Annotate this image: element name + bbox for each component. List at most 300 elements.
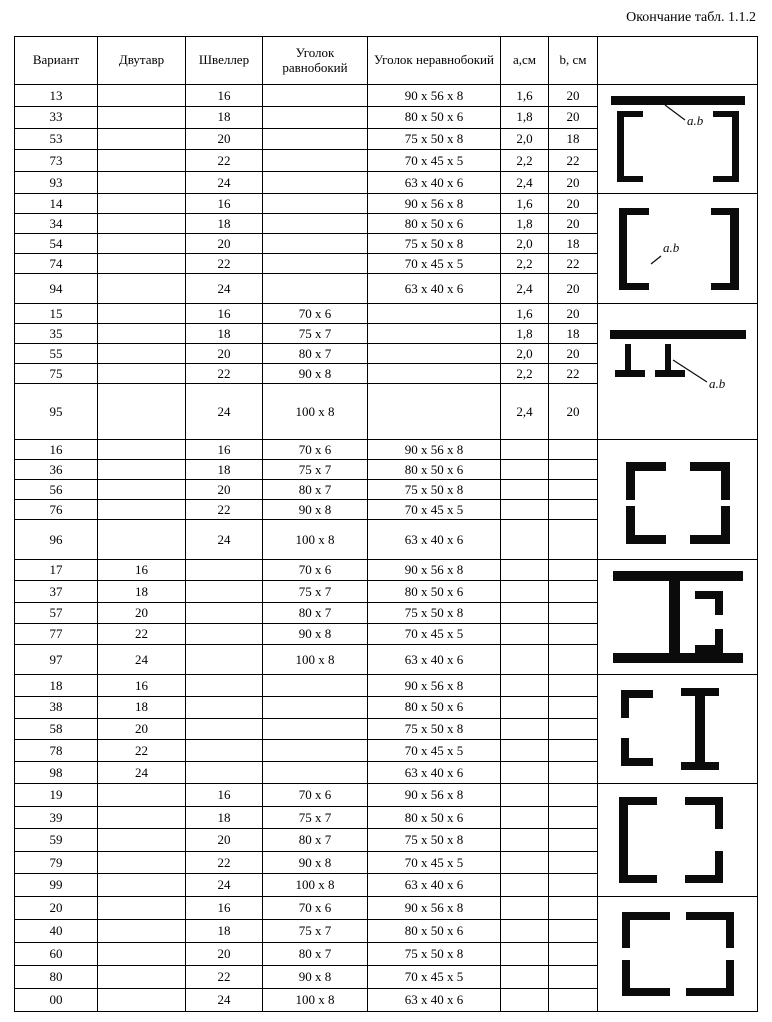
- cell-ugolok-neravnobokiy: 80 x 50 x 6: [368, 460, 501, 480]
- cell-dvutavr: [98, 234, 186, 254]
- cell-a-cm: [501, 943, 549, 966]
- cell-a-cm: [501, 718, 549, 740]
- cell-ugolok-neravnobokiy: 90 x 56 x 8: [368, 784, 501, 807]
- cell-dvutavr: 24: [98, 762, 186, 784]
- cell-shveller: 20: [186, 344, 263, 364]
- cell-dvutavr: [98, 480, 186, 500]
- cell-dvutavr: 20: [98, 718, 186, 740]
- cell-ugolok-ravnobokiy: [263, 675, 368, 697]
- cell-b-cm: [549, 718, 598, 740]
- cell-variant: 20: [15, 897, 98, 920]
- cell-a-cm: 2,0: [501, 128, 549, 150]
- cell-b-cm: 20: [549, 274, 598, 304]
- cell-ugolok-neravnobokiy: 90 x 56 x 8: [368, 440, 501, 460]
- cell-shveller: [186, 581, 263, 602]
- section-diagram-channels-facing: [598, 194, 758, 304]
- col-header-a-cm: а,см: [501, 37, 549, 85]
- cell-b-cm: 20: [549, 214, 598, 234]
- cell-variant: 16: [15, 440, 98, 460]
- cell-ugolok-neravnobokiy: 90 x 56 x 8: [368, 560, 501, 581]
- cell-a-cm: [501, 920, 549, 943]
- cell-ugolok-ravnobokiy: [263, 254, 368, 274]
- cell-b-cm: [549, 897, 598, 920]
- cell-ugolok-ravnobokiy: 70 x 6: [263, 304, 368, 324]
- cell-ugolok-neravnobokiy: 63 x 40 x 6: [368, 520, 501, 560]
- table-row: [15, 85, 758, 107]
- cell-ugolok-neravnobokiy: 70 x 45 x 5: [368, 500, 501, 520]
- cell-a-cm: [501, 623, 549, 644]
- cell-variant: 34: [15, 214, 98, 234]
- col-header-ugolok-neravnobokiy: Уголок неравнобокий: [368, 37, 501, 85]
- header-row: [15, 37, 758, 85]
- cell-ugolok-neravnobokiy: 70 x 45 x 5: [368, 851, 501, 874]
- cell-dvutavr: [98, 106, 186, 128]
- cell-variant: 77: [15, 623, 98, 644]
- cell-dvutavr: [98, 874, 186, 897]
- cell-shveller: 18: [186, 214, 263, 234]
- cell-b-cm: [549, 762, 598, 784]
- cell-ugolok-ravnobokiy: [263, 696, 368, 718]
- cell-variant: 94: [15, 274, 98, 304]
- cell-shveller: 16: [186, 784, 263, 807]
- cell-shveller: [186, 623, 263, 644]
- cell-b-cm: 20: [549, 344, 598, 364]
- cell-dvutavr: [98, 851, 186, 874]
- cell-b-cm: 22: [549, 364, 598, 384]
- cell-b-cm: [549, 520, 598, 560]
- cell-ugolok-neravnobokiy: 80 x 50 x 6: [368, 214, 501, 234]
- cell-variant: 59: [15, 829, 98, 852]
- cell-a-cm: 2,2: [501, 150, 549, 172]
- table-row: [15, 194, 758, 214]
- section-diagram-plate-on-channels: [598, 304, 758, 440]
- cell-variant: 40: [15, 920, 98, 943]
- cell-a-cm: 2,4: [501, 384, 549, 440]
- cell-variant: 54: [15, 234, 98, 254]
- cell-variant: 17: [15, 560, 98, 581]
- cell-a-cm: [501, 440, 549, 460]
- table-row: [15, 440, 758, 460]
- cell-dvutavr: [98, 304, 186, 324]
- cell-ugolok-neravnobokiy: 63 x 40 x 6: [368, 645, 501, 675]
- cell-variant: 75: [15, 364, 98, 384]
- cell-ugolok-ravnobokiy: [263, 214, 368, 234]
- cell-a-cm: [501, 874, 549, 897]
- cell-variant: 58: [15, 718, 98, 740]
- cell-shveller: 22: [186, 254, 263, 274]
- cell-shveller: 16: [186, 194, 263, 214]
- cell-a-cm: 2,2: [501, 254, 549, 274]
- cell-shveller: [186, 602, 263, 623]
- cell-shveller: [186, 645, 263, 675]
- cell-ugolok-ravnobokiy: 80 x 7: [263, 480, 368, 500]
- cell-variant: 39: [15, 806, 98, 829]
- cell-a-cm: [501, 966, 549, 989]
- cell-variant: 37: [15, 581, 98, 602]
- cell-b-cm: [549, 784, 598, 807]
- cell-b-cm: 20: [549, 172, 598, 194]
- cell-dvutavr: 24: [98, 645, 186, 675]
- cell-shveller: 18: [186, 460, 263, 480]
- cell-b-cm: [549, 806, 598, 829]
- cell-dvutavr: 16: [98, 560, 186, 581]
- cell-dvutavr: [98, 920, 186, 943]
- cell-ugolok-ravnobokiy: 70 x 6: [263, 560, 368, 581]
- cell-a-cm: 1,8: [501, 214, 549, 234]
- section-diagram-ibeam-with-angles: [598, 560, 758, 675]
- dimension-label-ab: a.b: [708, 375, 725, 391]
- cell-dvutavr: [98, 784, 186, 807]
- cell-ugolok-neravnobokiy: 80 x 50 x 6: [368, 581, 501, 602]
- cell-dvutavr: [98, 364, 186, 384]
- cell-ugolok-neravnobokiy: 70 x 45 x 5: [368, 623, 501, 644]
- cell-variant: 00: [15, 989, 98, 1012]
- cell-variant: 74: [15, 254, 98, 274]
- cell-ugolok-ravnobokiy: 80 x 7: [263, 943, 368, 966]
- cell-a-cm: [501, 520, 549, 560]
- cell-shveller: 16: [186, 440, 263, 460]
- cell-dvutavr: [98, 194, 186, 214]
- cell-b-cm: 18: [549, 324, 598, 344]
- cell-dvutavr: [98, 384, 186, 440]
- cell-dvutavr: [98, 500, 186, 520]
- cell-variant: 95: [15, 384, 98, 440]
- cell-variant: 38: [15, 696, 98, 718]
- col-header-dvutavr: Двутавр: [98, 37, 186, 85]
- cell-b-cm: 20: [549, 384, 598, 440]
- cell-ugolok-neravnobokiy: [368, 364, 501, 384]
- cell-shveller: [186, 675, 263, 697]
- cell-ugolok-ravnobokiy: 100 x 8: [263, 874, 368, 897]
- cell-dvutavr: [98, 344, 186, 364]
- cell-a-cm: [501, 500, 549, 520]
- cross-section-channel-with-angles: [607, 789, 749, 891]
- cell-ugolok-ravnobokiy: 75 x 7: [263, 806, 368, 829]
- cell-ugolok-ravnobokiy: 80 x 7: [263, 829, 368, 852]
- cell-a-cm: [501, 851, 549, 874]
- col-header-variant: Вариант: [15, 37, 98, 85]
- cell-variant: 35: [15, 324, 98, 344]
- cell-dvutavr: [98, 897, 186, 920]
- cell-a-cm: [501, 762, 549, 784]
- cell-ugolok-ravnobokiy: [263, 85, 368, 107]
- cell-a-cm: [501, 560, 549, 581]
- cell-ugolok-ravnobokiy: 75 x 7: [263, 460, 368, 480]
- cell-b-cm: [549, 920, 598, 943]
- cell-ugolok-ravnobokiy: [263, 274, 368, 304]
- cell-dvutavr: 16: [98, 675, 186, 697]
- cell-variant: 36: [15, 460, 98, 480]
- cell-shveller: [186, 696, 263, 718]
- cell-shveller: 20: [186, 234, 263, 254]
- cell-b-cm: 20: [549, 304, 598, 324]
- cell-b-cm: [549, 829, 598, 852]
- cell-ugolok-ravnobokiy: 90 x 8: [263, 500, 368, 520]
- cell-ugolok-ravnobokiy: 75 x 7: [263, 920, 368, 943]
- cross-section-two-channels-under-plate: [607, 90, 749, 188]
- cell-a-cm: [501, 696, 549, 718]
- cell-ugolok-ravnobokiy: 90 x 8: [263, 364, 368, 384]
- cell-shveller: 20: [186, 829, 263, 852]
- cell-variant: 13: [15, 85, 98, 107]
- cell-variant: 80: [15, 966, 98, 989]
- cell-dvutavr: [98, 806, 186, 829]
- cell-dvutavr: [98, 966, 186, 989]
- col-header-shveller: Швеллер: [186, 37, 263, 85]
- cell-shveller: [186, 560, 263, 581]
- cell-ugolok-neravnobokiy: 63 x 40 x 6: [368, 874, 501, 897]
- cell-ugolok-ravnobokiy: 100 x 8: [263, 384, 368, 440]
- cell-b-cm: [549, 851, 598, 874]
- cell-variant: 79: [15, 851, 98, 874]
- cell-a-cm: 1,6: [501, 304, 549, 324]
- cell-dvutavr: [98, 214, 186, 234]
- cell-ugolok-neravnobokiy: 63 x 40 x 6: [368, 762, 501, 784]
- cell-ugolok-neravnobokiy: 75 x 50 x 8: [368, 829, 501, 852]
- cell-variant: 97: [15, 645, 98, 675]
- cell-variant: 78: [15, 740, 98, 762]
- section-diagram-four-angles-box: [598, 440, 758, 560]
- cross-section-ibeam-with-angles: [607, 565, 749, 669]
- cell-a-cm: 2,0: [501, 234, 549, 254]
- cell-ugolok-ravnobokiy: 80 x 7: [263, 602, 368, 623]
- cell-ugolok-ravnobokiy: 70 x 6: [263, 784, 368, 807]
- cell-b-cm: 22: [549, 254, 598, 274]
- cell-dvutavr: [98, 829, 186, 852]
- cell-b-cm: [549, 966, 598, 989]
- cell-a-cm: [501, 806, 549, 829]
- cell-dvutavr: [98, 172, 186, 194]
- cell-dvutavr: [98, 274, 186, 304]
- cell-b-cm: 18: [549, 128, 598, 150]
- cell-ugolok-ravnobokiy: [263, 194, 368, 214]
- cell-ugolok-ravnobokiy: [263, 150, 368, 172]
- cell-ugolok-neravnobokiy: 75 x 50 x 8: [368, 128, 501, 150]
- cell-shveller: 24: [186, 874, 263, 897]
- cell-ugolok-neravnobokiy: 90 x 56 x 8: [368, 897, 501, 920]
- variants-table: [14, 36, 758, 1012]
- cell-b-cm: [549, 560, 598, 581]
- table-row: [15, 560, 758, 581]
- cell-a-cm: [501, 829, 549, 852]
- section-diagram-channels-under-plate: [598, 85, 758, 194]
- cell-b-cm: [549, 943, 598, 966]
- cell-ugolok-neravnobokiy: 75 x 50 x 8: [368, 480, 501, 500]
- section-diagram-channel-with-angles: [598, 784, 758, 897]
- cell-ugolok-neravnobokiy: 90 x 56 x 8: [368, 675, 501, 697]
- cell-shveller: 24: [186, 520, 263, 560]
- cell-ugolok-neravnobokiy: 70 x 45 x 5: [368, 150, 501, 172]
- cell-dvutavr: [98, 85, 186, 107]
- cell-ugolok-ravnobokiy: 90 x 8: [263, 966, 368, 989]
- cell-ugolok-ravnobokiy: 70 x 6: [263, 440, 368, 460]
- cell-b-cm: [549, 602, 598, 623]
- cell-variant: 18: [15, 675, 98, 697]
- cell-ugolok-neravnobokiy: 70 x 45 x 5: [368, 740, 501, 762]
- cell-ugolok-ravnobokiy: [263, 718, 368, 740]
- cell-ugolok-neravnobokiy: 63 x 40 x 6: [368, 172, 501, 194]
- cell-ugolok-neravnobokiy: 90 x 56 x 8: [368, 194, 501, 214]
- cell-ugolok-ravnobokiy: 70 x 6: [263, 897, 368, 920]
- cell-a-cm: [501, 989, 549, 1012]
- cell-a-cm: [501, 460, 549, 480]
- cell-ugolok-neravnobokiy: 75 x 50 x 8: [368, 718, 501, 740]
- cell-ugolok-neravnobokiy: 80 x 50 x 6: [368, 696, 501, 718]
- cell-b-cm: [549, 581, 598, 602]
- cell-shveller: 18: [186, 920, 263, 943]
- section-diagram-four-angles-box-2: [598, 897, 758, 1012]
- cell-variant: 93: [15, 172, 98, 194]
- cell-shveller: 24: [186, 274, 263, 304]
- cell-shveller: [186, 740, 263, 762]
- cell-dvutavr: 18: [98, 581, 186, 602]
- cross-section-ibeam-vertical-with-angles: [607, 680, 749, 778]
- cell-dvutavr: [98, 520, 186, 560]
- cell-shveller: 20: [186, 480, 263, 500]
- cell-a-cm: 1,8: [501, 324, 549, 344]
- cell-shveller: 16: [186, 897, 263, 920]
- cell-ugolok-neravnobokiy: 63 x 40 x 6: [368, 274, 501, 304]
- table-row: [15, 784, 758, 807]
- cell-a-cm: 1,6: [501, 85, 549, 107]
- cell-shveller: 24: [186, 172, 263, 194]
- cell-ugolok-ravnobokiy: 75 x 7: [263, 581, 368, 602]
- cell-b-cm: 20: [549, 85, 598, 107]
- dimension-label-ab: a.b: [662, 239, 679, 255]
- cell-a-cm: [501, 784, 549, 807]
- cross-section-channels-facing: [607, 200, 749, 298]
- cell-variant: 15: [15, 304, 98, 324]
- cell-dvutavr: 20: [98, 602, 186, 623]
- cell-shveller: 24: [186, 384, 263, 440]
- cell-ugolok-neravnobokiy: 90 x 56 x 8: [368, 85, 501, 107]
- cell-shveller: 22: [186, 966, 263, 989]
- cell-variant: 73: [15, 150, 98, 172]
- cell-b-cm: [549, 675, 598, 697]
- cell-b-cm: [549, 740, 598, 762]
- cell-variant: 33: [15, 106, 98, 128]
- cell-shveller: 24: [186, 989, 263, 1012]
- cell-a-cm: [501, 675, 549, 697]
- cross-section-four-angles-box-closed: [612, 902, 744, 1006]
- cell-b-cm: 20: [549, 194, 598, 214]
- cell-a-cm: 1,8: [501, 106, 549, 128]
- cell-ugolok-neravnobokiy: [368, 324, 501, 344]
- cell-variant: 53: [15, 128, 98, 150]
- cell-a-cm: 1,6: [501, 194, 549, 214]
- col-header-b-cm: b, см: [549, 37, 598, 85]
- cell-ugolok-ravnobokiy: 80 x 7: [263, 344, 368, 364]
- cell-dvutavr: [98, 440, 186, 460]
- cell-shveller: 22: [186, 150, 263, 172]
- cell-dvutavr: [98, 460, 186, 480]
- cell-a-cm: 2,0: [501, 344, 549, 364]
- cell-a-cm: [501, 581, 549, 602]
- cell-ugolok-ravnobokiy: 90 x 8: [263, 623, 368, 644]
- cell-shveller: 18: [186, 106, 263, 128]
- cell-b-cm: [549, 440, 598, 460]
- cell-b-cm: 20: [549, 106, 598, 128]
- cell-ugolok-ravnobokiy: 90 x 8: [263, 851, 368, 874]
- cell-shveller: 20: [186, 128, 263, 150]
- cell-a-cm: [501, 740, 549, 762]
- cell-b-cm: [549, 989, 598, 1012]
- cell-a-cm: [501, 480, 549, 500]
- cell-ugolok-ravnobokiy: 100 x 8: [263, 989, 368, 1012]
- cell-ugolok-ravnobokiy: 100 x 8: [263, 520, 368, 560]
- cell-a-cm: [501, 897, 549, 920]
- cell-dvutavr: [98, 254, 186, 274]
- cell-ugolok-ravnobokiy: 75 x 7: [263, 324, 368, 344]
- cell-dvutavr: [98, 324, 186, 344]
- cell-ugolok-ravnobokiy: [263, 234, 368, 254]
- table-body: [15, 85, 758, 1012]
- cell-shveller: 16: [186, 85, 263, 107]
- cell-shveller: 18: [186, 324, 263, 344]
- dimension-label-ab: a.b: [686, 113, 703, 128]
- cell-b-cm: [549, 645, 598, 675]
- cell-a-cm: 2,4: [501, 172, 549, 194]
- cell-a-cm: 2,4: [501, 274, 549, 304]
- cell-ugolok-neravnobokiy: 70 x 45 x 5: [368, 966, 501, 989]
- cell-dvutavr: 22: [98, 740, 186, 762]
- cell-dvutavr: 22: [98, 623, 186, 644]
- cross-section-plate-on-channels: [607, 322, 749, 422]
- cell-b-cm: [549, 460, 598, 480]
- cell-ugolok-neravnobokiy: [368, 344, 501, 364]
- cell-ugolok-ravnobokiy: [263, 762, 368, 784]
- cell-variant: 19: [15, 784, 98, 807]
- table-caption: Окончание табл. 1.1.2: [626, 10, 756, 25]
- cell-a-cm: 2,2: [501, 364, 549, 384]
- cell-variant: 98: [15, 762, 98, 784]
- section-diagram-ibeam-with-angles-vertical: [598, 675, 758, 784]
- cell-variant: 99: [15, 874, 98, 897]
- cell-b-cm: [549, 874, 598, 897]
- cell-ugolok-neravnobokiy: 80 x 50 x 6: [368, 106, 501, 128]
- table-row: [15, 897, 758, 920]
- cell-ugolok-ravnobokiy: [263, 128, 368, 150]
- cell-dvutavr: [98, 943, 186, 966]
- cell-shveller: 22: [186, 500, 263, 520]
- cell-ugolok-ravnobokiy: [263, 172, 368, 194]
- cell-ugolok-neravnobokiy: 63 x 40 x 6: [368, 989, 501, 1012]
- cell-b-cm: [549, 480, 598, 500]
- cell-ugolok-ravnobokiy: [263, 106, 368, 128]
- cell-shveller: 22: [186, 851, 263, 874]
- cell-variant: 60: [15, 943, 98, 966]
- table-row: [15, 304, 758, 324]
- cell-ugolok-ravnobokiy: 100 x 8: [263, 645, 368, 675]
- cell-variant: 57: [15, 602, 98, 623]
- col-header-diagram: [598, 37, 758, 85]
- cell-variant: 14: [15, 194, 98, 214]
- cell-variant: 96: [15, 520, 98, 560]
- cell-shveller: 20: [186, 943, 263, 966]
- cell-dvutavr: [98, 989, 186, 1012]
- cell-b-cm: [549, 500, 598, 520]
- cell-ugolok-ravnobokiy: [263, 740, 368, 762]
- cell-shveller: [186, 718, 263, 740]
- cell-ugolok-neravnobokiy: [368, 304, 501, 324]
- cell-variant: 55: [15, 344, 98, 364]
- cell-shveller: 18: [186, 806, 263, 829]
- cell-shveller: [186, 762, 263, 784]
- cell-b-cm: [549, 623, 598, 644]
- cell-b-cm: 18: [549, 234, 598, 254]
- cell-ugolok-neravnobokiy: 80 x 50 x 6: [368, 920, 501, 943]
- cell-dvutavr: [98, 128, 186, 150]
